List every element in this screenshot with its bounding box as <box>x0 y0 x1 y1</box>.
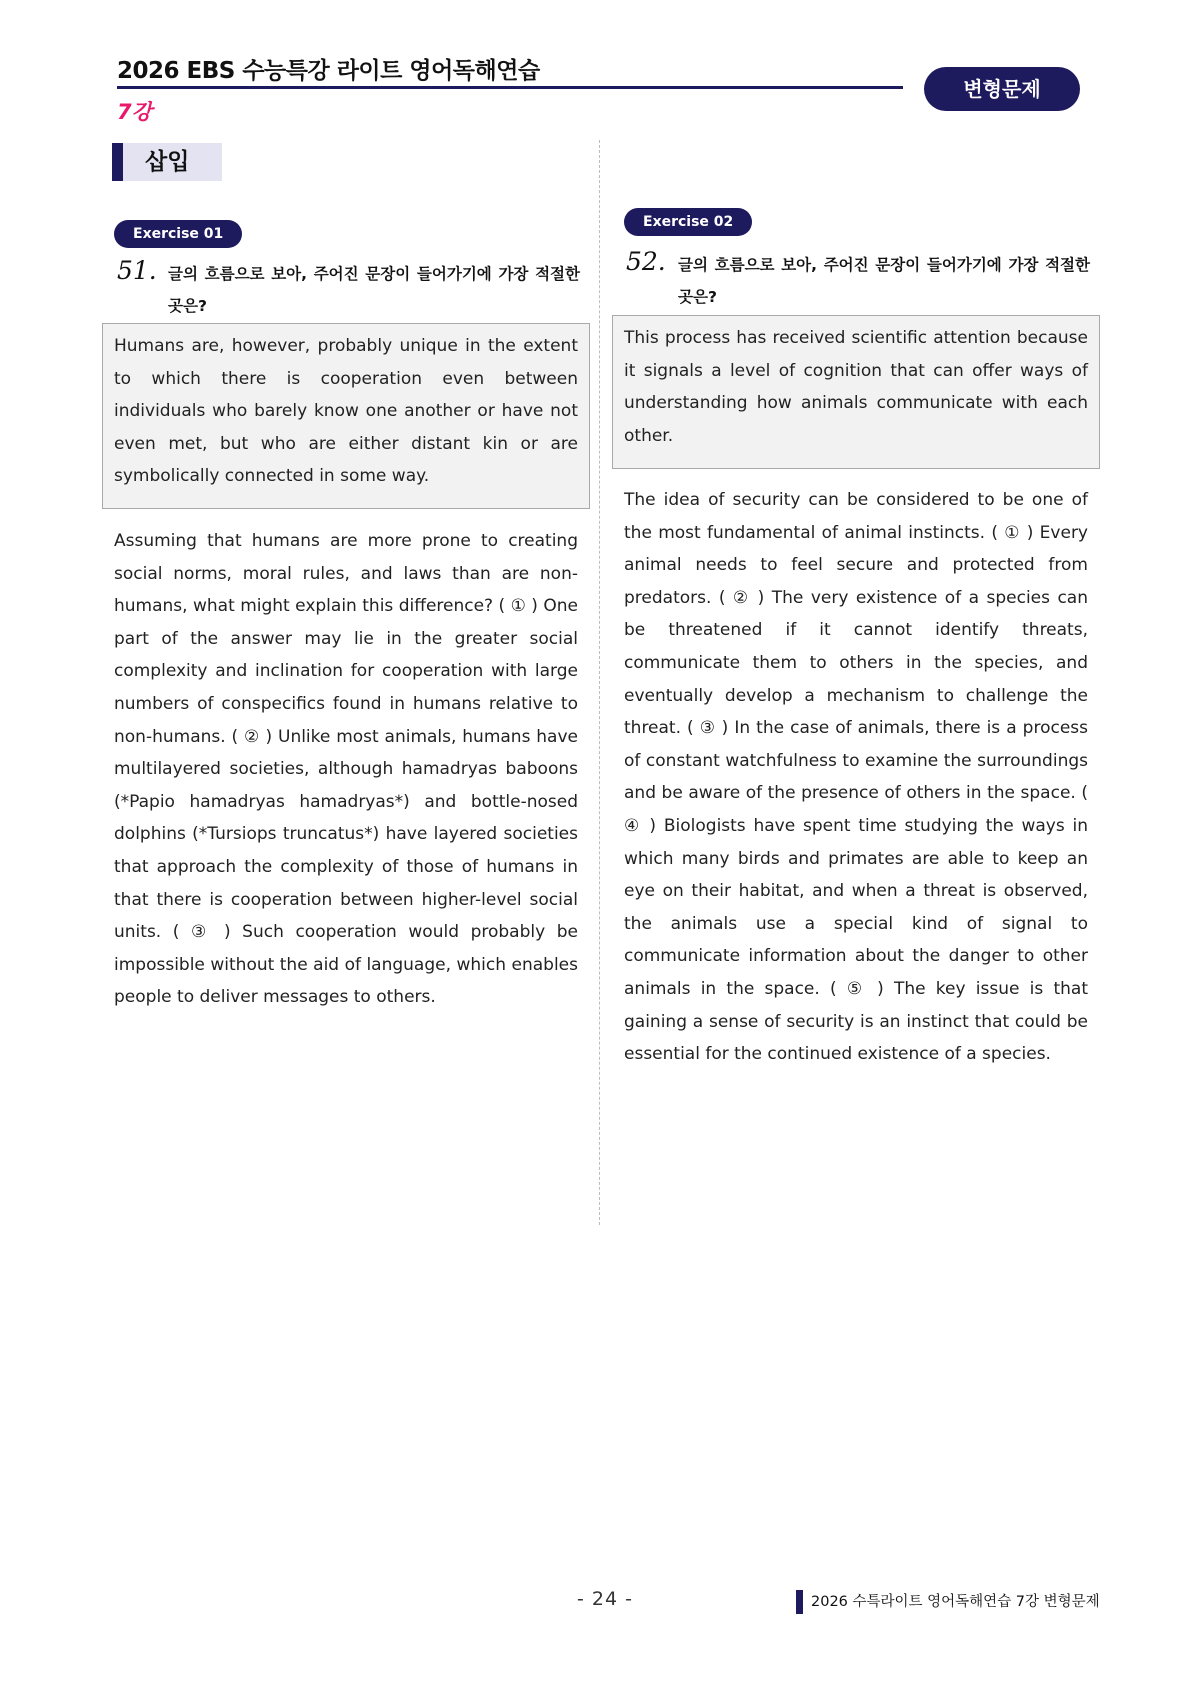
question-number: 51. <box>117 256 157 285</box>
document-title: 2026 EBS 수능특강 라이트 영어독해연습 <box>117 58 540 84</box>
column-divider <box>599 140 600 1225</box>
passage-text: Assuming that humans are more prone to creating social norms, moral rules, and laws than are non-humans, what might explain this difference? ( ① ) One part of the answer may lie in the greater social complexity and inclination for cooperation with large numbers of conspecifics found in humans relative to non-humans. ( ② ) Unlike most animals, humans have multilayered societies, although hamadryas baboons (*Papio hamadryas hamadryas*) and bottle-nosed dolphins (*Tursiops truncatus*) have layered societies that approach the complexity of those of humans in that there is cooperation between higher-level social units. ( ③ ) Such cooperation would probably be impossible without the aid of language, which enables people to deliver messages to others. <box>114 531 578 1008</box>
question-text: 글의 흐름으로 보아, 주어진 문장이 들어가기에 가장 적절한 곳은? <box>678 256 1090 306</box>
passage-text: The idea of security can be considered to be one of the most fundamental of animal instincts. ( ① ) Every animal needs to feel secure and protected from predators. ( ② ) The very existence of a species can be threatened if it cannot identify threats, communicate them to others in the species, and eventually develop a mechanism to challenge the threat. ( ③ ) In the case of animals, there is a process of constant watchfulness to examine the surroundings and be aware of the presence of others in the space. ( ④ ) Biologists have spent time studying the ways in which many birds and primates are able to keep an eye on their habitat, and when a threat is observed, the animals use a special kind of signal to communicate information about the danger to other animals in the space. ( ⑤ ) The key issue is that gaining a sense of security is an instinct that could be essential for the continued existence of a species. <box>624 490 1088 1065</box>
question-text: 글의 흐름으로 보아, 주어진 문장이 들어가기에 가장 적절한 곳은? <box>168 265 580 315</box>
variant-badge: 변형문제 <box>924 67 1080 111</box>
lesson-label: 7강 <box>117 100 152 124</box>
question-number: 52. <box>626 247 666 276</box>
exercise-label: Exercise 01 <box>114 220 242 248</box>
footer-label: 2026 수특라이트 영어독해연습 7강 변형문제 <box>796 1590 1100 1614</box>
section-title: 삽입 <box>112 143 222 181</box>
page-number: - 24 - <box>577 1588 633 1610</box>
exercise-label: Exercise 02 <box>624 208 752 236</box>
given-sentence-box: Humans are, however, probably unique in the extent to which there is cooperation even between individuals who barely know one another or have not even met, but who are either distant kin or are symbolically connected in some way. <box>102 323 590 509</box>
header-rule <box>117 86 903 89</box>
given-sentence-box: This process has received scientific attention because it signals a level of cognition that can offer ways of understanding how animals communicate with each other. <box>612 315 1100 469</box>
